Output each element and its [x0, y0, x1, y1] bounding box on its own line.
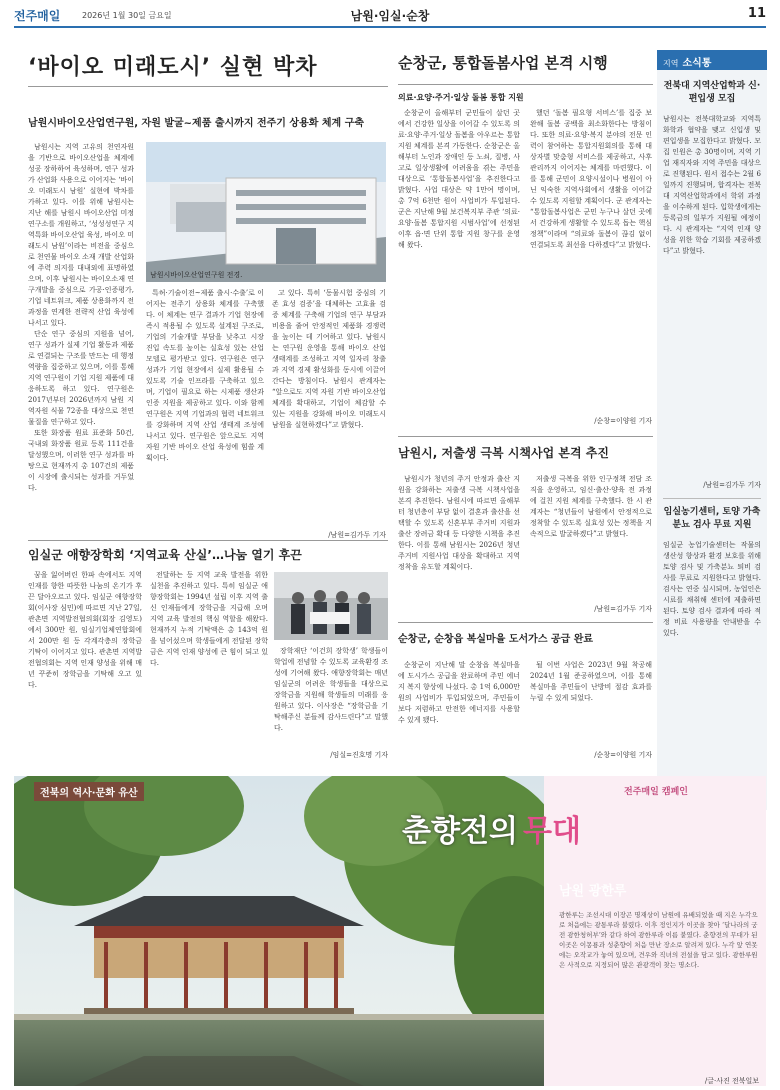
page-number: 11 — [747, 6, 766, 21]
sidebar-news2-title: 임실농기센터, 토양 가축분뇨 검사 무료 지원 — [663, 507, 761, 530]
integrated-column-1: 순창군이 올해부터 군민들이 살던 곳에서 건강한 일상을 이어갈 수 있도록 의료·요양·주거·일상 돌봄을 아우르는 통합 지원 체계를 본격 가동한다. 순창군은 올해부터 노인과 장애인 등 노쇠, 질병, 사고로 일상생활에 어려움을 겪는 주민을 대상으로 ‘통합돌봄사업’을 추진한다고 밝혔다. 사업 대상은 약 1만여 명이며, 총 7억 6천만 원이 사업비가 투입된다. 군은 지난해 9월 보건복지부 주관 ‘의료·요양·돌봄 통합지원 시범사업’에 선정된 이후 읍·면 단위 통합 지원 창구를 운영해 왔다. — [398, 109, 520, 249]
campaign-title: 춘향전의 무대 — [402, 814, 581, 849]
integrated-byline: /순창=이양원 기자 — [594, 417, 652, 425]
birth-column-1: 남원시가 청년의 주거 안정과 출산 지원을 강화하는 저출생 극복 시책사업을 본격 추진한다. 남원시에 따르면 올해부터 청년층이 부담 없이 결혼과 출산을 선택할 수 있도록 신혼부부 주거비 지원과 출산 장려금 확대 등 다양한 시책을 추진한다. 이를 통해 남원시는 2026년 청년 주거비 지원사업 대상을 확대하고 지역 정착을 유도할 계획이다. — [398, 475, 520, 571]
campaign-label: 전주매일 캠페인 — [624, 787, 688, 797]
academy-column-3: 장학재단 ‘이건희 장학생’ 학생들이 학업에 전념할 수 있도록 교육환경 조성에 기여해 왔다. 애향장학회는 매년 임실군의 어려운 학생들을 대상으로 장학금을 지원해 학생들의 미래를 응원하고 있다. 이사장은 “장학금을 기탁해주신 분들께 감사드린다”고 말했다. — [274, 647, 388, 732]
bio-column-1: 남원시는 지역 고유의 천연자원을 기반으로 바이오산업을 체계에 성공 장하하여 육성하며, 연구 성과가 산업화 사용으로 이어지는 ‘바이오 미래도시 남원’ 실현에 박차를 가하고 있다. 이를 위해 남원시는 지난 해를 남원시 바이오산업 미정연구소를 개원하고, ‘성성성연구 지역특화 바이오산업 육성, 바이오 미래도시 남원’이라는 비전을 중심으로 천연물 바이오 소재 개발 산업화에 주력 의지를 대내외에 표명하였으며, 이후 남원시는 바이오소재 연구개발을 중심으로 가공·인증평가, 기업 네트워크, 제품 상용화까지 전 과정을 연계한 전략적 산업 육성에 나서고 있다. 단순 연구 중심의 지원을 넘어, 연구 성과가 실제 기업 활동과 제품로 연결되는 구조를 만드는 데 행정 역량을 집중하고 있으며, 이를 통해 지역 연구원이 기업 지원 제품에 대응하도록 하고 있다. 연구원은 2017년부터 2026년까지 남원 지역자원 식물 72종을 대상으로 천연 물질을 연구하고 있다. 또한 화장품 원료 표준화 50건, 국내외 화장품 원료 등록 111건을 달성했으며, 이러한 연구 성과를 바탕으로 현재까지 총 107건의 제품이 시장에 출시되는 성과를 거두었다. — [28, 143, 134, 492]
bio-byline: /남원=김가두 기자 — [328, 531, 386, 539]
issue-date: 2026년 1월 30일 금요일 — [82, 11, 172, 20]
bio-column-2: 특허·기술이전~제품 출시·수출’로 이어지는 전주기 상용화 체계를 구축했다. 이 체계는 연구 결과가 기업 현장에 즉시 적용될 수 있도록 설계된 구조로, 기업의 기술개발 부담을 낮추고 시장 진입 속도를 높이는 실효성 있는 산업 모델로 평가받고 있다. 연구원은 연구 성과가 기업 현장에서 실제 활용될 수 있도록 기술 인프라를 구축하고 있으며, 기업이 필요로 하는 시제품 생산과 인증 지원을 제공하고 있다. 이와 함께 연구원은 지역 기업과의 협력 네트워크를 강화하며 지역 산업 생태계 조성에 나서고 있다. 연구원은 앞으로도 지역 자원 기반 바이오 산업 육성에 힘쓸 계획이다. — [146, 289, 264, 462]
local-news-sidebar — [657, 50, 767, 810]
integrated-headline: 순창군, 통합돌봄사업 본격 시행 — [398, 54, 608, 72]
bio-article — [28, 50, 388, 81]
section-title: 남원·임실·순창 — [350, 9, 430, 23]
sidebar-news1-title: 전북대 지역산업학과 신·편입생 모집 — [663, 81, 761, 104]
academy-donation-photo — [274, 572, 388, 640]
bio-subheadline: 남원시바이오산업연구원, 자원 발굴~제품 출시까지 전주기 상용화 체계 구축 — [28, 118, 365, 129]
academy-byline: /임실=진호명 기자 — [330, 751, 388, 759]
bio-headline: ‘바이오 미래도시’ 실현 박차 — [28, 55, 318, 80]
bio-photo-caption: 남원시바이오산업연구원 전경. — [150, 271, 243, 279]
birth-byline: /남원=김가두 기자 — [594, 605, 652, 613]
sidebar-tab: 지역 소식통 — [657, 50, 767, 70]
birth-column-2: 저출생 극복을 위한 인구정책 전담 조직을 운영하고, 임신·출산·양육 전 과정에 걸친 지원 체계를 구축했다. 한 시 관계자는 “청년들이 남원에서 안정적으로 정착할 수 있도록 실효성 있는 정책을 지속적으로 발굴하겠다”고 밝혔다. — [530, 475, 652, 538]
academy-headline: 임실군 애향장학회 ‘지역교육 산실’…나눔 열기 후끈 — [28, 548, 302, 562]
bio-column-3: 고 있다. 특히 ‘동물시험 중심의 기존 효성 검증’을 대체하는 고효율 검증 체계를 구축해 기업의 연구 부담과 비용을 줄여 안정적인 제품화 경쟁력을 높이는 데 기여하고 있다. 남원시는 연구원 운영을 통해 바이오 산업 생태계를 조성하고 지역 일자리 창출과 지역 경제 활성화를 동시에 이끌어 간다는 방침이다. 남원시 관계자는 “앞으로도 지역 자원 기반 바이오산업 체계를 확대하고, 기업이 체감할 수 있는 지원을 강화해 바이오 미래도시 남원을 실현하겠다”고 밝혔다. — [272, 289, 386, 429]
sidebar-news1-text: 남원시는 전북대학교와 지역특화학과 협약을 맺고 신입생 및 편입생을 모집한다고 밝혔다. 모집 인원은 총 30명이며, 지역 기업 재직자와 지역 주민을 대상으로 진행된다. 원서 접수는 2월 6일까지 진행되며, 합격자는 전북대 지역산업학과에서 학위 과정을 이수하게 된다. 입학생에게는 등록금의 일부가 지원될 예정이다. 시 관계자는 “지역 인재 양성을 위한 학습 기회를 제공하겠다”고 밝혔다. — [663, 115, 761, 255]
campaign-subtitle: 남원 광한루 — [559, 884, 627, 899]
campaign-text: 광한루는 조선시대 이장곤 명재상이 남원에 유배되었을 때 지은 누각으로 처음에는 광통루라 불렸다. 이후 정인지가 이곳을 찾아 ‘달나라의 궁전 광한청허부’와 같다 하여 광한루라 이름 붙였다. 춘향전의 무대가 된 이곳은 이몽룡과 성춘향이 처음 만난 장소로 알려져 있다. 누각 앞 연못에는 오작교가 놓여 있으며, 견우와 직녀의 전설을 담고 있다. 광한루원은 사적으로 지정되어 많은 관광객이 찾는 명소다. — [559, 911, 758, 969]
gas-byline: /순창=이양원 기자 — [594, 751, 652, 759]
campaign-section — [14, 776, 766, 1086]
integrated-subheadline: 의료·요양·주거·일상 돌봄 통합 지원 — [398, 93, 524, 102]
academy-column-2: 전달하는 등 지역 교육 발전을 위한 실천을 추진하고 있다. 특히 임실군 애향장학회는 1994년 설립 이후 지역 출신 인재들에게 장학금을 지급해 오며 지역 교육 발전의 핵심 역할을 해왔다. 현재까지 누적 기탁액은 총 143억 원을 넘어섰으며 학생들에게 전달된 장학금은 지역 인재 양성에 큰 힘이 되고 있다. — [150, 571, 268, 667]
gas-column-2: 될 이번 사업은 2023년 9월 착공해 2024년 1월 준공하였으며, 이를 통해 복실마을 주민들이 난방비 절감 효과를 누릴 수 있게 되었다. — [530, 661, 652, 702]
sidebar-news1-byline: /남원=김가두 기자 — [703, 481, 761, 489]
gas-column-1: 순창군이 지난해 말 순창읍 복실마을에 도시가스 공급을 완료하며 주민 에너지 복지 향상에 나섰다. 총 1억 6,000만 원의 사업비가 투입되었으며, 주민들이 보다 저렴하고 안전한 에너지를 사용할 수 있게 됐다. — [398, 661, 520, 724]
sidebar-news2-text: 임실군 농업기술센터는 작물의 생산성 향상과 환경 보호를 위해 토양 검사 및 가축분뇨 퇴비 검사를 무료로 지원한다고 밝혔다. 검사는 연중 실시되며, 농업인은 시료를 채취해 센터에 제출하면 된다. 토양 검사 결과에 따라 적정 비료 사용량을 안내받을 수 있다. — [663, 541, 761, 637]
campaign-series-label: 전북의 역사·문화 유산 — [34, 782, 144, 801]
integrated-column-2: 했던 ‘돌봄 필요형 서비스’를 집중 보완해 돌봄 공백을 최소화한다는 방침이다. 또한 의료·요양·복지 분야의 전문 인력이 참여하는 통합지원회의를 통해 대상자별 맞춤형 서비스를 제공하고, 사후 관리까지 이어지는 체계를 마련했다. 이를 통해 군민이 요양시설이나 병원이 아닌 익숙한 지역사회에서 생활을 이어갈 수 있도록 지원할 계획이다. 군 관계자는 “통합돌봄사업은 군민 누구나 살던 곳에서 건강하게 생활할 수 있도록 돕는 핵심 정책”이라며 “의료와 돌봄이 끊김 없이 연결되도록 최선을 다하겠다”고 밝혔다. — [530, 109, 652, 249]
campaign-byline: /글·사진 전북일보 — [704, 1077, 759, 1085]
page-header — [14, 6, 766, 28]
research-building-photo — [146, 142, 386, 282]
newspaper-brand: 전주매일 — [14, 9, 61, 23]
birth-headline: 남원시, 저출생 극복 시책사업 본격 추진 — [398, 446, 609, 460]
academy-column-1: 꿈을 잃어버린 한파 속에서도 지역 인재를 향한 따뜻한 나눔의 온기가 후끈 달아오르고 있다. 임실군 애향장학회(이사장 심민)에 따르면 지난 27일, 관촌면 지역발전협의회(회장 김영도)에서 300만 원, 임실기업체연합회에서 200만 원 등 각계각층의 장학금 기탁이 이어지고 있다. 관촌면 지역발전협의회는 지역 인재 양성을 위해 매년 꾸준히 장학금을 기탁해 오고 있다. — [28, 571, 142, 689]
gas-headline: 순창군, 순창읍 복실마을 도서가스 공급 완료 — [398, 634, 594, 645]
